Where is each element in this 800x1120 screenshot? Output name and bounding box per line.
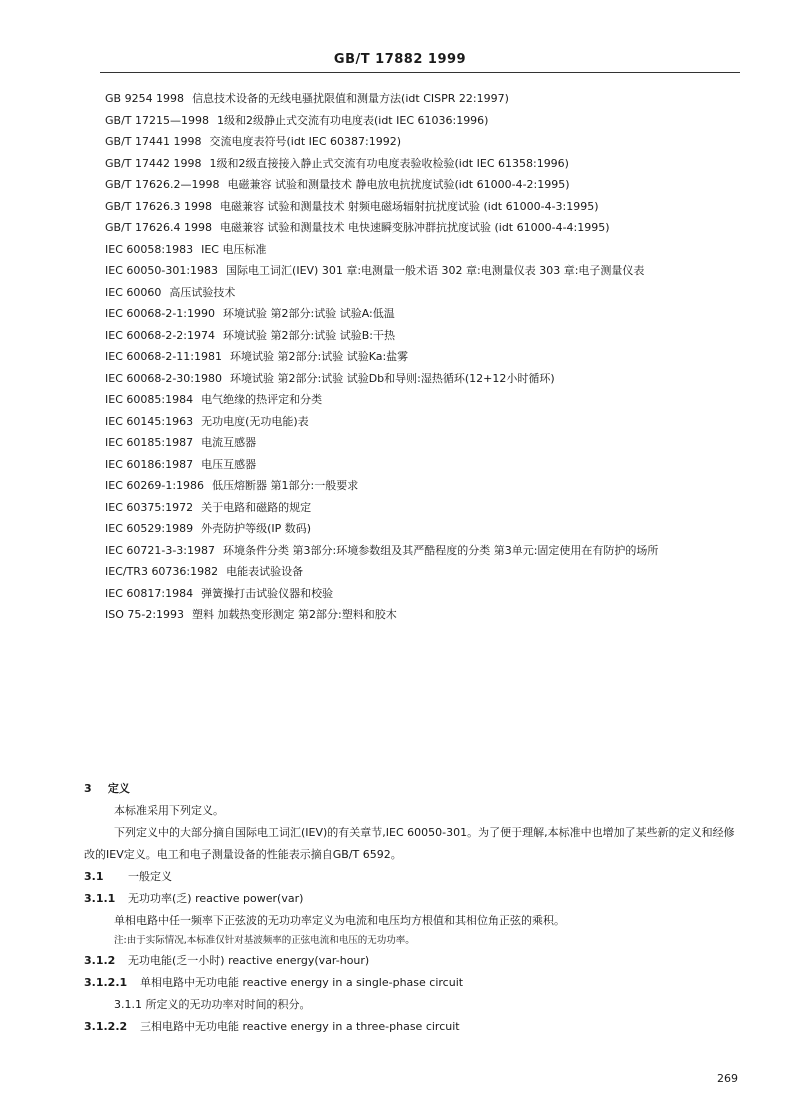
- reference-code: IEC 60050-301:1983: [105, 264, 219, 277]
- reference-item: [105, 196, 740, 218]
- reference-item: [105, 260, 740, 282]
- reference-list: [105, 88, 740, 626]
- reference-code: IEC 60068-2-30:1980: [105, 371, 222, 385]
- reference-title: 环境试验 第2部分:试验 试验Db和导则:湿热循环(12+12小时循环): [230, 371, 555, 385]
- reference-item: [105, 303, 740, 325]
- reference-title: 电能表试验设备: [226, 565, 304, 578]
- reference-code: IEC 60269-1:1986: [105, 479, 205, 492]
- reference-title: 外壳防护等级(IP 数码): [201, 522, 312, 535]
- subsection-title: 无功电能(乏一小时) reactive energy(var-hour): [128, 954, 370, 967]
- reference-code: IEC 60529:1989: [105, 522, 194, 535]
- subsection-3-1: [84, 866, 740, 888]
- reference-code: ISO 75-2:1993: [105, 608, 185, 621]
- reference-title: 1级和2级直接接入静止式交流有功电度表验收检验(idt IEC 61358:1996): [209, 156, 569, 170]
- reference-item: [105, 604, 740, 626]
- reference-code: IEC/TR3 60736:1982: [105, 565, 219, 578]
- page-header: GB/T 17882 1999: [333, 52, 467, 67]
- subsection-3-1-1: [84, 888, 740, 910]
- section-heading: [84, 778, 740, 800]
- subsection-body: 3.1.1 所定义的无功功率对时间的积分。: [114, 998, 311, 1011]
- page-number: 269: [717, 1072, 738, 1085]
- reference-code: IEC 60817:1984: [105, 586, 194, 600]
- subsection-number: 3.1.1: [84, 892, 116, 905]
- reference-title: 环境条件分类 第3部分:环境参数组及其严酷程度的分类 第3单元:固定使用在有防护的场所: [223, 543, 659, 557]
- subsection-3-1-2-2: [84, 1016, 740, 1038]
- subsection-body: 单相电路中任一频率下正弦波的无功功率定义为电流和电压均方根值和其相位角正弦的乘积。: [114, 914, 565, 927]
- reference-item: [105, 411, 740, 433]
- reference-code: GB 9254 1998: [105, 92, 185, 105]
- reference-item: [105, 346, 740, 368]
- reference-title: 国际电工词汇(IEV) 301 章:电测量一般术语 302 章:电测量仪表 303 章:电子测量仪表: [226, 264, 645, 277]
- reference-item: [105, 518, 740, 540]
- reference-code: IEC 60186:1987: [105, 457, 194, 471]
- reference-code: IEC 60721-3-3:1987: [105, 543, 215, 557]
- reference-title: 环境试验 第2部分:试验 试验B:干热: [223, 328, 395, 342]
- reference-item: [105, 325, 740, 347]
- reference-code: GB/T 17626.4 1998: [105, 221, 212, 234]
- reference-item: [105, 432, 740, 454]
- reference-code: GB/T 17215—1998: [105, 113, 209, 127]
- reference-title: 交流电度表符号(idt IEC 60387:1992): [209, 135, 401, 148]
- reference-item: [105, 131, 740, 153]
- reference-title: 电磁兼容 试验和测量技术 电快速瞬变脉冲群抗扰度试验 (idt 61000-4-4:1995): [219, 221, 610, 234]
- subsection-3-1-2-1: [84, 972, 740, 994]
- reference-item: [105, 110, 740, 132]
- subsection-title: 单相电路中无功电能 reactive energy in a single-phase circuit: [140, 976, 464, 989]
- reference-item: [105, 282, 740, 304]
- reference-item: [105, 174, 740, 196]
- reference-title: 电流互感器: [201, 436, 257, 449]
- reference-code: IEC 60060: [105, 285, 162, 299]
- reference-code: IEC 60185:1987: [105, 436, 194, 449]
- reference-item: [105, 454, 740, 476]
- subsection-number: 3.1: [84, 870, 104, 883]
- subsection-title: 一般定义: [128, 870, 172, 883]
- reference-code: IEC 60375:1972: [105, 500, 194, 514]
- section-number: 3: [84, 782, 92, 795]
- reference-title: 电磁兼容 试验和测量技术 射频电磁场辐射抗扰度试验 (idt 61000-4-3:1995): [219, 199, 599, 213]
- reference-code: IEC 60085:1984: [105, 393, 194, 406]
- reference-code: GB/T 17442 1998: [105, 156, 202, 170]
- reference-code: GB/T 17626.2—1998: [105, 178, 220, 191]
- reference-title: 塑料 加载热变形测定 第2部分:塑料和胶木: [192, 608, 397, 621]
- reference-item: [105, 497, 740, 519]
- reference-title: 高压试验技术: [169, 285, 236, 299]
- reference-title: 关于电路和磁路的规定: [201, 500, 312, 514]
- section-title: 定义: [107, 782, 130, 795]
- reference-code: IEC 60068-2-2:1974: [105, 328, 215, 342]
- subsection-3-1-2: [84, 950, 740, 972]
- reference-title: IEC 电压标准: [201, 242, 267, 256]
- reference-title: 环境试验 第2部分:试验 试验A:低温: [223, 307, 395, 320]
- reference-item: [105, 368, 740, 390]
- subsection-number: 3.1.2.2: [84, 1020, 128, 1033]
- reference-item: [105, 153, 740, 175]
- reference-code: GB/T 17441 1998: [105, 135, 202, 148]
- subsection-title: 无功功率(乏) reactive power(var): [128, 892, 304, 905]
- reference-item: [105, 88, 740, 110]
- reference-item: [105, 239, 740, 261]
- subsection-title: 三相电路中无功电能 reactive energy in a three-phase circuit: [140, 1020, 460, 1033]
- reference-code: IEC 60068-2-1:1990: [105, 307, 215, 320]
- definition-paragraph: 下列定义中的大部分摘自国际电工词汇(IEV)的有关章节,IEC 60050-301。为了便于理解,本标准中也增加了某些新的定义和经修改的IEV定义。电工和电子测量设备的性能表示摘自GB/T 6592。: [84, 826, 735, 861]
- reference-item: [105, 540, 740, 562]
- reference-title: 1级和2级静止式交流有功电度表(idt IEC 61036:1996): [216, 113, 489, 127]
- reference-code: IEC 60068-2-11:1981: [105, 350, 222, 363]
- reference-code: IEC 60145:1963: [105, 414, 194, 428]
- reference-code: GB/T 17626.3 1998: [105, 199, 212, 213]
- intro-paragraph: 本标准采用下列定义。: [114, 804, 224, 817]
- reference-item: [105, 389, 740, 411]
- reference-title: 电压互感器: [201, 457, 257, 471]
- reference-code: IEC 60058:1983: [105, 242, 194, 256]
- header-rule: [100, 72, 740, 73]
- reference-item: [105, 583, 740, 605]
- subsection-number: 3.1.2.1: [84, 976, 128, 989]
- reference-item: [105, 475, 740, 497]
- section-3: [84, 778, 740, 1038]
- reference-title: 电气绝缘的热评定和分类: [201, 393, 323, 406]
- reference-item: [105, 217, 740, 239]
- reference-title: 弹簧操打击试验仪器和校验: [201, 586, 334, 600]
- reference-title: 信息技术设备的无线电骚扰限值和测量方法(idt CISPR 22:1997): [192, 92, 509, 105]
- reference-title: 环境试验 第2部分:试验 试验Ka:盐雾: [230, 350, 409, 363]
- subsection-note: 注:由于实际情况,本标准仅针对基波频率的正弦电流和电压的无功功率。: [114, 935, 415, 946]
- subsection-number: 3.1.2: [84, 954, 116, 967]
- reference-title: 电磁兼容 试验和测量技术 静电放电抗扰度试验(idt 61000-4-2:1995): [227, 178, 570, 191]
- reference-item: [105, 561, 740, 583]
- reference-title: 低压熔断器 第1部分:一般要求: [212, 479, 359, 492]
- reference-title: 无功电度(无功电能)表: [201, 414, 309, 428]
